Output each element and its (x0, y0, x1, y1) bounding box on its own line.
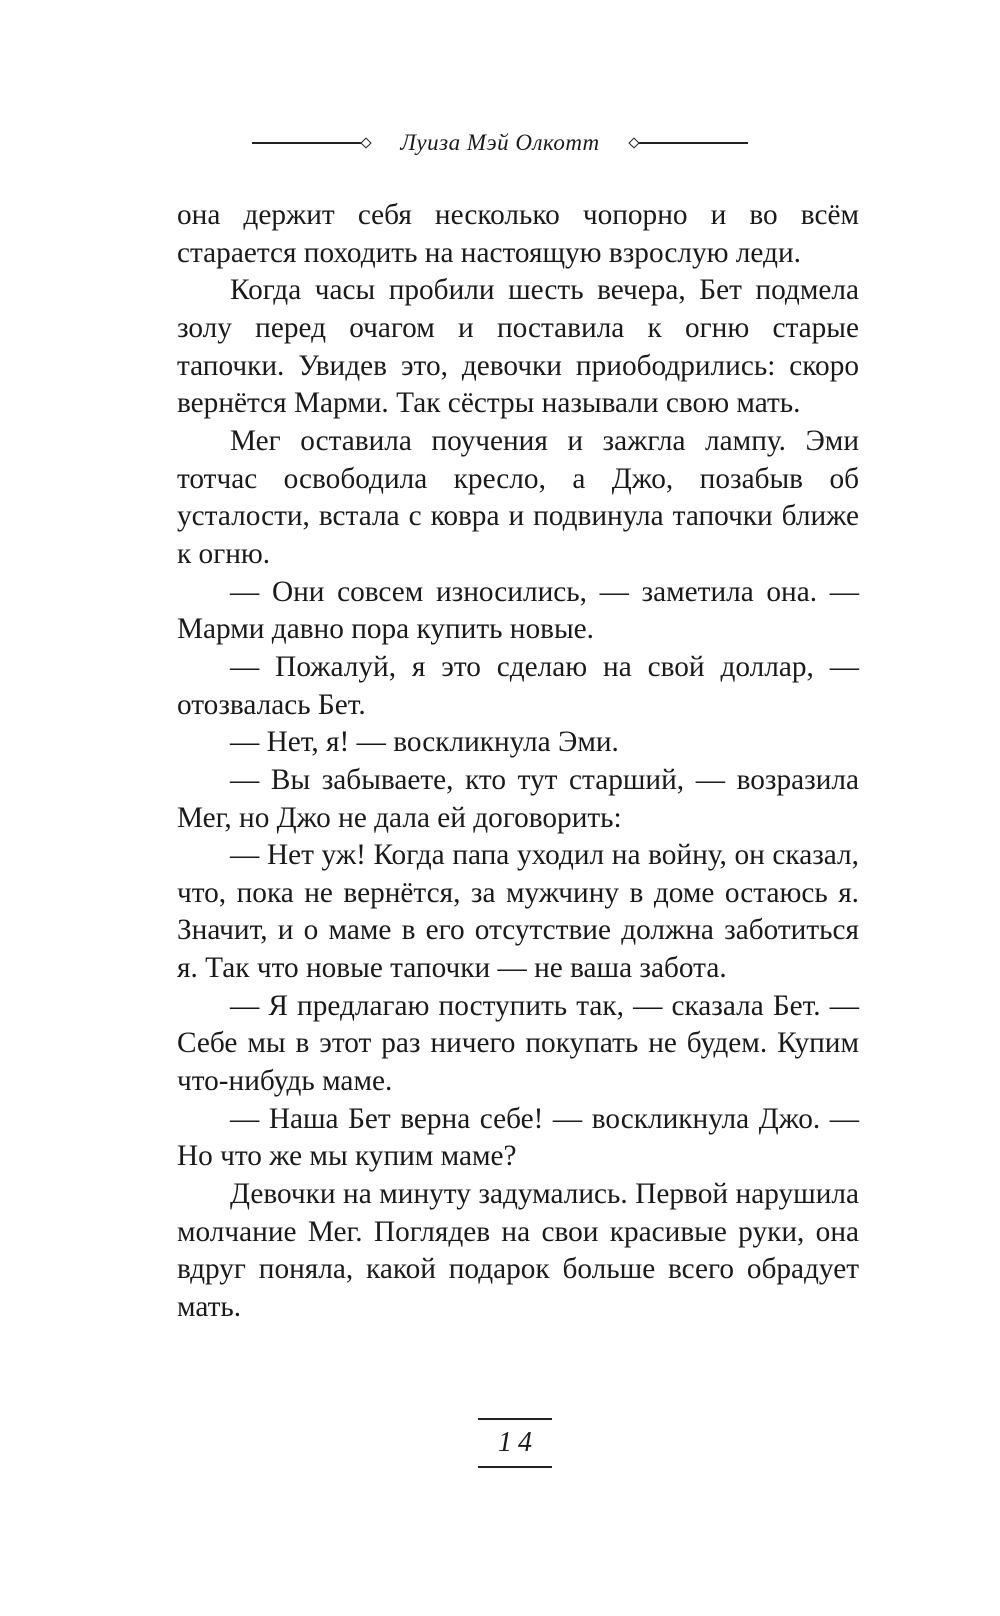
dialogue-paragraph: — Пожалуй, я это сделаю на свой доллар, — отозвалась Бет. (177, 650, 859, 721)
paragraph: Девочки на минуту задумались. Первой нарушила молчание Мег. Поглядев на свои красивые руки, она вдруг поняла, какой подарок больше всего обрадует мать. (177, 1178, 859, 1324)
paragraph: Мег оставила поучения и зажгла лампу. Эми тотчас освободила кресло, а Джо, позабыв об усталости, встала с ковра и подвинула тапочки ближе к огню. (177, 424, 859, 570)
folio-rule-bottom (478, 1466, 552, 1468)
paragraph: Когда часы пробили шесть вечера, Бет подмела золу перед очагом и поставила к огню старые тапочки. Увидев это, девочки приободрились: скоро вернётся Марми. Так сёстры называли свою мать. (177, 274, 859, 420)
running-head-author: Луиза Мэй Олкотт (400, 130, 600, 155)
paragraph-continued: она держит себя несколько чопорно и во всём старается походить на настоящую взрослую леди. (177, 199, 859, 269)
rule-line (638, 142, 748, 144)
dialogue-paragraph: — Нет уж! Когда папа уходил на войну, он сказал, что, пока не вернётся, за мужчину в доме остаюсь я. Значит, и о маме в его отсутствие должна заботиться я. Так что новые тапочки — не ваша забота. (177, 839, 859, 985)
running-head (0, 128, 1000, 158)
dialogue-paragraph: — Вы забываете, кто тут старший, — возразила Мег, но Джо не дала ей договорить: (177, 763, 859, 834)
rule-line (252, 142, 362, 144)
dialogue-paragraph: — Наша Бет верна себе! — воскликнула Джо. — Но что же мы купим маме? (177, 1102, 859, 1173)
dialogue-paragraph: — Они совсем износились, — заметила она. — Марми давно пора купить новые. (177, 575, 859, 646)
dialogue-paragraph: — Я предлагаю поступить так, — сказала Бет. — Себе мы в этот раз ничего покупать не будем. Купим что-нибудь маме. (177, 989, 859, 1098)
dialogue-paragraph: — Нет, я! — воскликнула Эми. (230, 726, 619, 759)
ornament-rule-right (630, 139, 748, 147)
diamond-ornament-icon (361, 137, 372, 148)
ornament-rule-left (252, 139, 370, 147)
diamond-ornament-icon (628, 137, 639, 148)
body-text (177, 197, 859, 1327)
page-number-block (478, 1418, 552, 1470)
folio-rule-top (478, 1418, 552, 1420)
page-number: 14 (498, 1427, 538, 1458)
